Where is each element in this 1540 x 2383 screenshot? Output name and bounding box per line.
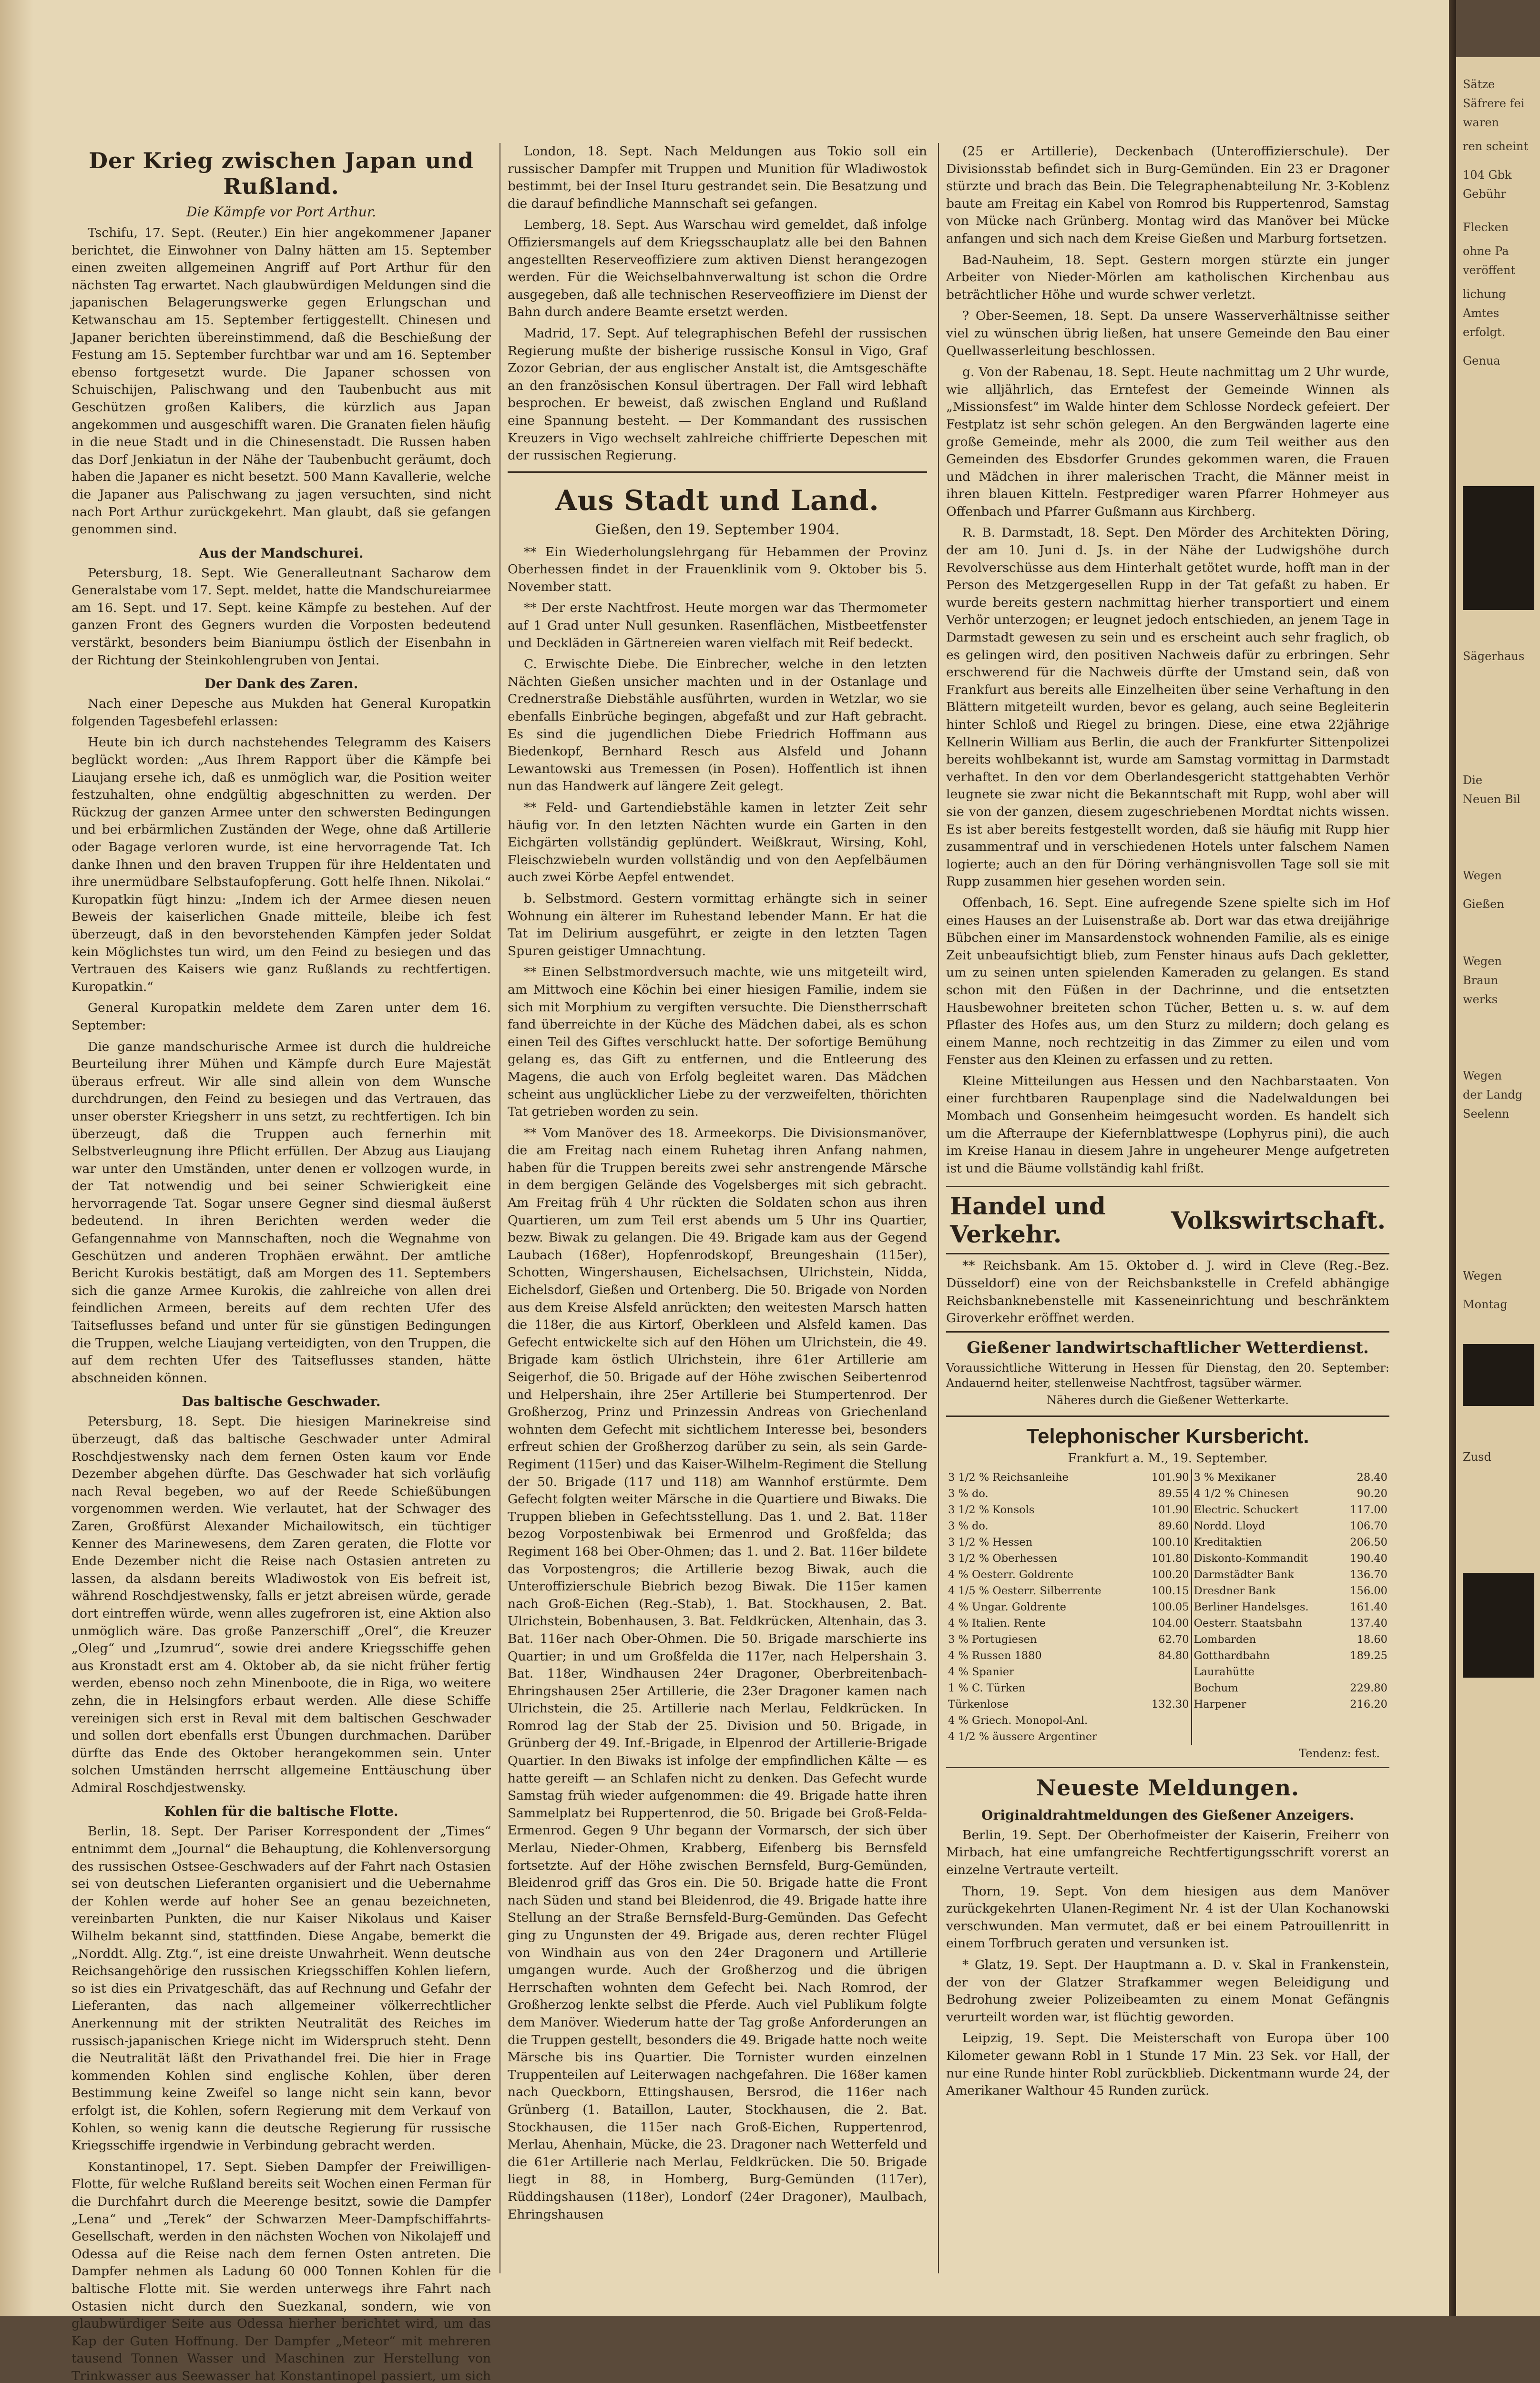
stock-name: 4 % Spanier — [948, 1665, 1014, 1678]
article-paragraph: R. B. Darmstadt, 18. Sept. Den Mörder des Architekten Döring, der am 10. Juni d. Js. in der Nähe der Ludwigshöhe durch Revolverschüsse aus dem Hinterhalt getötet wurde, hofft man in der Person des Metzgergesellen Rupp in der Tat gefaßt zu haben. Er wurde bereits gestern nachmittag hierher transportiert und einem Verhör unterzogen; er leugnet jedoch entschieden, an jenem Tage in Darmstadt gewesen zu sein und es erscheint auch sehr fraglich, ob es gelingen wird, den positiven Nachweis dafür zu erbringen. Sehr erschwerend für die Nachweis dürfte der Umstand sein, daß von Frankfurt aus bereits alle Einzelheiten über seine Verhaftung in den Blättern mitgeteilt wurden, bevor es gelang, auch seine Begleiterin hinter Schloß und Riegel zu bringen. Diese, eine etwa 22jährige Kellnerin William aus Berlin, die auch der Frankfurter Sittenpolizei bereits wohlbekannt ist, wurde am Samstag vormittag in Darmstadt verhaftet. In den vor dem Oberlandesgericht stattgehabten Verhör leugnete sie zwar nicht die Bekanntschaft mit Rupp, wohl aber will sie von der ganzen, diesem zugeschriebenen Mordtat nichts wissen. Es ist aber bereits festgestellt worden, daß sie häufig mit Rupp hier zusammentraf und in verschiedenen Hotels unter falschem Namen logierte; auch an den für Döring verhängnisvollen Tage soll sie mit Rupp zusammen hier gesehen worden sein. — [946, 525, 1389, 889]
adjacent-page-text: Genua — [1463, 354, 1500, 367]
article-paragraph: Petersburg, 18. Sept. Wie Generalleutnant Sacharow dem Generalstabe vom 17. Sept. meldet, hatte die Mandschureiarmee am 16. Sept. und 17. Sept. keine Kämpfe zu bestehen. Auf der ganzen Front des Gegners wurden die Vorposten bedeutend verstärkt, besonders beim Bianiumpu östlich der Eisenbahn in der Richtung der Steinkohlengruben von Jentai. — [71, 565, 491, 668]
stock-name: 3 1/2 % Reichsanleihe — [948, 1471, 1069, 1484]
stock-name: 3 1/2 % Konsols — [948, 1503, 1035, 1516]
stock-price — [1140, 1680, 1191, 1696]
adjacent-page-text: Wegen — [1463, 869, 1502, 882]
stock-price — [1338, 1664, 1389, 1680]
stock-name: Berliner Handelsges. — [1193, 1600, 1309, 1613]
adjacent-page-text: Braun — [1463, 974, 1499, 987]
stock-price — [1338, 1712, 1389, 1729]
latest-news-headline: Neueste Meldungen. — [1036, 1774, 1300, 1801]
stock-price: 89.60 — [1140, 1518, 1191, 1534]
article-paragraph: * Glatz, 19. Sept. Der Hauptmann a. D. v. Skal in Frankenstein, der von der Glatzer Strafkammer wegen Beleidigung und Bedrohung zweier Polizeibeamten zu einem Monat Gefängnis verurteilt worden war, ist flüchtig geworden. — [946, 1957, 1389, 2025]
stock-price: 206.50 — [1350, 1536, 1387, 1548]
weather-box — [946, 1331, 1389, 1417]
stock-row — [946, 1550, 1389, 1567]
adjacent-page-ad-block — [1463, 1344, 1534, 1406]
stock-name: 4 1/5 % Oesterr. Silberrente — [948, 1584, 1101, 1597]
adjacent-page-text: erfolgt. — [1463, 326, 1506, 339]
article-paragraph: ** Ein Wiederholungslehrgang für Hebammen der Provinz Oberhessen findet in der Frauenklinik vom 9. Oktober bis 5. November statt. — [508, 544, 927, 594]
stock-price: 62.70 — [1140, 1631, 1191, 1648]
column-1 — [71, 143, 491, 2383]
adjacent-page-text: Amtes — [1463, 306, 1499, 320]
column-rule — [938, 143, 939, 2273]
adjacent-page-text: lichung — [1463, 287, 1506, 301]
stock-price: 100.20 — [1140, 1567, 1191, 1583]
stock-row — [946, 1599, 1389, 1615]
stock-name: Darmstädter Bank — [1193, 1568, 1294, 1581]
stock-price: 106.70 — [1350, 1519, 1387, 1532]
stock-name: Gotthardbahn — [1193, 1649, 1270, 1662]
stock-price: 101.90 — [1140, 1469, 1191, 1486]
stock-name: Türkenlose — [948, 1698, 1009, 1711]
stock-price: 100.10 — [1140, 1534, 1191, 1550]
adjacent-page-ad-block — [1463, 486, 1534, 610]
adjacent-page-ad-block — [1463, 1573, 1534, 1678]
article-paragraph: Leipzig, 19. Sept. Die Meisterschaft von Europa über 100 Kilometer gewann Robl in 1 Stunde 17 Min. 23 Sek. vor Hall, der nur eine Runde hinter Robl zurückblieb. Dickentmann wurde 24, der Amerikaner Walthour 45 Runden zurück. — [946, 2031, 1389, 2098]
page-binding-shade — [0, 0, 33, 2316]
stock-price: 189.25 — [1350, 1649, 1387, 1662]
war-subhead: Die Kämpfe vor Port Arthur. — [186, 204, 376, 220]
stock-row — [946, 1502, 1389, 1518]
adjacent-page-text: Wegen — [1463, 955, 1502, 968]
adjacent-page-text: Seelenn — [1463, 1107, 1509, 1120]
stock-name: Dresdner Bank — [1193, 1584, 1276, 1597]
stock-price: 100.05 — [1140, 1599, 1191, 1615]
stock-name: Laurahütte — [1193, 1665, 1254, 1678]
war-headline: Der Krieg zwischen Japan und Rußland. — [89, 148, 474, 199]
stock-price: 100.15 — [1140, 1583, 1191, 1599]
stock-row — [946, 1696, 1389, 1712]
stock-row — [946, 1664, 1389, 1680]
stock-price: 137.40 — [1350, 1617, 1387, 1629]
adjacent-page-text: Wegen — [1463, 1269, 1502, 1283]
latest-news-subhead: Originaldrahtmeldungen des Gießener Anzeigers. — [981, 1807, 1354, 1823]
adjacent-page-text: Sägerhaus — [1463, 650, 1525, 663]
stock-name — [1192, 1729, 1338, 1745]
weather-note: Näheres durch die Gießener Wetterkarte. — [1046, 1393, 1289, 1407]
article-paragraph: Berlin, 18. Sept. Der Pariser Korrespondent der „Times“ entnimmt dem „Journal“ die Behauptung, die Kohlenversorgung des russischen Ostsee-Geschwaders auf der Fahrt nach Ostasien sei von deutschen Lieferanten organisiert und die Uebernahme der Kohlen werde auf hoher See an genau bezeichneten, vereinbarten Punkten, die nur Kaiser Nikolaus und Kaiser Wilhelm bekannt sind, stattfinden. Diese Angabe, bemerkt die „Norddt. Allg. Ztg.“, ist eine dreiste Unwahrheit. Wenn deutsche Reichsangehörige den russischen Kriegsschiffen Kohlen liefern, so ist dies ein Privatgeschäft, das auf Rechnung und Gefahr der Lieferanten, das nach allgemeiner völkerrechtlicher Anerkennung mit der strikten Neutralität des Reiches im russisch-japanischen Kriege nicht im Widerspruch steht. Denn die Neutralität läßt den Privathandel frei. Die hier in Frage kommenden Kohlen sind englische Kohlen, über deren Bestimmung keine Zweifel so lange nicht sein kann, bevor erfolgt ist, die Kohlen, sofern Regierung mit dem Verkauf von Kohlen, so wenig kann die deutsche Regierung für russische Kriegsschiffe irgendwie in Verbindung gebracht werden. — [71, 1824, 491, 2153]
adjacent-page-text: Säfrere fei — [1463, 97, 1525, 110]
article-paragraph: Offenbach, 16. Sept. Eine aufregende Szene spielte sich im Hof eines Hauses an der Luisenstraße ab. Dort war das etwa dreijährige Bübchen einer im Mansardenstock wohnenden Familie, als es einige Zeit unbeaufsichtigt blieb, zum Fenster hinaus aufs Dach gekletter, um zu seinen unten spielenden Kameraden zu gelangen. Es stand schon mit den Füßen in der Dachrinne, und die entsetzten Hausbewohner breiteten schon Tücher, Betten u. s. w. auf dem Pflaster des Hofes aus, um den Sturz zu mildern; doch gelang es einem Manne, noch rechtzeitig in das Zimmer zu eilen und vom Fenster aus den Kleinen zu erfassen und zu retten. — [946, 895, 1389, 1068]
stock-price: 18.60 — [1356, 1633, 1387, 1646]
column-3 — [946, 143, 1389, 2278]
stock-name: 4 % Russen 1880 — [948, 1649, 1042, 1662]
stock-price: 84.80 — [1140, 1648, 1191, 1664]
dateline: Gießen, den 19. September 1904. — [595, 521, 840, 538]
adjacent-page-text: Sätze — [1463, 78, 1495, 91]
article-paragraph: London, 18. Sept. Nach Meldungen aus Tokio soll ein russischer Dampfer mit Truppen und Munition für Wladiwostok bestimmt, bei der Insel Ituru gestrandet sein. Die Besatzung und die darauf befindliche Mannschaft sei gefangen. — [508, 144, 927, 211]
adjacent-page-text: Die — [1463, 774, 1483, 787]
stock-name: 3 % do. — [948, 1487, 989, 1500]
stock-name: 3 1/2 % Oberhessen — [948, 1552, 1057, 1565]
article-paragraph: Thorn, 19. Sept. Von dem hiesigen aus dem Manöver zurückgekehrten Ulanen-Regiment Nr. 4 ist der Ulan Kochanowski verschwunden. Man vermutet, daß er bei einem Patrouillenritt in einem Torfbruch geraten und versunken ist. — [946, 1884, 1389, 1951]
weather-text: Voraussichtliche Witterung in Hessen für Dienstag, den 20. September: Andauernd heiter, stellenweise Nachtfrost, tagsüber wärmer. — [946, 1361, 1389, 1390]
adjacent-page-text: ren scheint — [1463, 140, 1528, 153]
article-paragraph: Kleine Mitteilungen aus Hessen und den Nachbarstaaten. Von einer furchtbaren Raupenplage sind die Nadelwaldungen bei Mombach und Gonsenheim heimgesucht worden. Es handelt sich um die Afterraupe der Kiefernblattwespe (Lophyrus pini), die auch im Kreise Hanau in diesem Jahre in ungeheurer Menge aufgetreten ist und die Bäume vollständig kahl frißt. — [946, 1073, 1389, 1176]
stock-price: 136.70 — [1350, 1568, 1387, 1581]
stock-price: 190.40 — [1350, 1552, 1387, 1565]
stock-price: 156.00 — [1350, 1584, 1387, 1597]
section-divider — [508, 471, 927, 473]
stock-row — [946, 1583, 1389, 1599]
article-paragraph: ? Ober-Seemen, 18. Sept. Da unsere Wasserverhältnisse seither viel zu wünschen übrig ließen, hat unsere Gemeinde den Bau einer Quellwasserleitung beschlossen. — [946, 308, 1389, 358]
article-paragraph: Bad-Nauheim, 18. Sept. Gestern morgen stürzte ein junger Arbeiter von Nieder-Mörlen am katholischen Kirchenbau aus beträchtlicher Höhe und wurde schwer verletzt. — [946, 252, 1389, 302]
stock-price: 216.20 — [1350, 1698, 1387, 1711]
stock-name: 4 % Griech. Monopol-Anl. — [948, 1714, 1088, 1727]
article-paragraph: Konstantinopel, 17. Sept. Sieben Dampfer der Freiwilligen-Flotte, für welche Rußland bereits seit Wochen einen Ferman für die Durchfahrt durch die Meerenge besitzt, sowie die Dampfer „Lena“ und „Terek“ der Schwarzen Meer-Dampfschiffahrts-Gesellschaft, werden in den nächsten Wochen von Nikolajeff und Odessa auf die Reise nach dem fernen Osten antreten. Die Dampfer nehmen als Ladung 60 000 Tonnen Kohlen für die baltische Flotte mit. Sie werden unterwegs ihre Fahrt nach Ostasien nicht durch den Suezkanal, sondern, wie von glaubwürdiger Seite aus Odessa hierher berichtet wird, um das Kap der Guten Hoffnung. Der Dampfer „Meteor“ mit mehreren tausend Tonnen Wasser und Maschinen zur Herstellung von Trinkwasser aus Seewasser hat Konstantinopel passiert, um sich — [71, 2159, 491, 2383]
stock-row — [946, 1534, 1389, 1550]
adjacent-page-text: werks — [1463, 993, 1498, 1006]
article-paragraph: Lemberg, 18. Sept. Aus Warschau wird gemeldet, daß infolge Offiziersmangels auf dem Kriegsschauplatz alle bei den Bahnen angestellten Reserveoffiziere zum aktiven Dienst herangezogen werden. Für die Weichselbahnverwaltung ist schon die Ordre ausgegeben, daß alle technischen Reserveoffiziere im Dienst der Bahn durch andere Beamte ersetzt werden. — [508, 217, 927, 320]
article-paragraph: ** Feld- und Gartendiebstähle kamen in letzter Zeit sehr häufig vor. In den letzten Nächten wurde ein Garten in den Eichgärten vollständig geplündert. Weißkraut, Wirsing, Kohl, Fleischzwiebeln wurden vollständig und von den Aepfelbäumen auch zwei Körbe Aepfel entwendet. — [508, 800, 927, 885]
stock-row — [946, 1648, 1389, 1664]
stock-name: 4 % Oesterr. Goldrente — [948, 1568, 1074, 1581]
article-paragraph: C. Erwischte Diebe. Die Einbrecher, welche in den letzten Nächten Gießen unsicher machten und in der Ostanlage und Crednerstraße Diebstähle ausführten, wurden in Wetzlar, wo sie ebenfalls Einbrüche begingen, abgefaßt und zur Haft gebracht. Es sind die jugendlichen Diebe Friedrich Hoffmann aus Biedenkopf, Bernhard Resch aus Alsfeld und Johann Lewantowski aus Tremessen (in Posen). Hoffentlich ist ihnen nun das Handwerk auf längere Zeit gelegt. — [508, 657, 927, 794]
adjacent-page-text: Neuen Bil — [1463, 793, 1520, 806]
article-paragraph: ** Vom Manöver des 18. Armeekorps. Die Divisionsmanöver, die am Freitag nach einem Ruhetag ihren Anfang nahmen, haben für die Truppen bereits zwei sehr anstrengende Märsche in dem bergigen Gelände des Vogelsberges mit sich gebracht. Am Freitag früh 4 Uhr rückten die Soldaten schon aus ihren Quartieren, um zum Teil erst abends um 5 Uhr ins Quartier, bezw. Biwak zu gelangen. Die 49. Brigade kam aus der Gegend Laubach (168er), Hopfenrodskopf, Breungeshain (115er), Schotten, Wingershausen, Eichelsachsen, Ulrichstein, Nidda, Eichelsdorf, Gießen und Ortenberg. Die 50. Brigade von Norden aus dem Kreise Alsfeld anrückten; den weitesten Marsch hatten die 118er, die aus Kirtorf, Oberkleen und Alsfeld kamen. Das Gefecht entwickelte sich auf den Höhen um Ulrichstein, die 49. Brigade kam östlich Ulrichstein, ihre 61er Artillerie am Seigerhof, die 50. Brigade auf der Höhe zwischen Seibertenrod und Helpershain, ihre 25er Artillerie bei Stumpertenrod. Der Großherzog, Prinz und Prinzessin Andreas von Griechenland wohnten dem Gefecht mit sichtlichem Interesse bei, besonders erfreut schien der Großherzog darüber zu sein, als sein Garde-Regiment (115er) und das Kaiser-Wilhelm-Regiment die Stellung der 50. Brigade (117 und 118) am Wannhof erstürmte. Dem Gefecht folgten weiter Märsche in die Quartiere und Biwaks. Die Truppen blieben in Gefechtsstellung. Das 1. und 2. Bat. 118er bezog Vorpostenbiwak bei Ermenrod und Großfelda; das Regiment 168 bei Ober-Ohmen; das 1. und 2. Bat. 116er bildete das Vorpostengros; die Artillerie bezog Biwak, auch die Unteroffizierschule Biebrich bezog Biwak. Die 115er kamen nach Groß-Eichen (Reg.-Stab), 1. Bat. Stockhausen, 2. Bat. Ulrichstein, Bobenhausen, 3. Bat. Feldkrücken, Altenhain, das 3. Bat. 116er nach Ober-Ohmen. Die 50. Brigade marschierte ins Quartier; in und um Großfelda die 117er, nach Helpershain 3. Bat. 118er, Windhausen 24er Dragoner, Oberbreitenbach-Ehringshausen 25er Artillerie, die 23er Dragoner kamen nach Ulrichstein, die 25. Artillerie nach Merlau, Feldkrücken. In Romrod lag der Stab der 25. Division und 50. Brigade, in Grünberg der 49. Inf.-Brigade, in Elpenrod der Artillerie-Brigade Quartier. In den Biwaks ist infolge der empfindlichen Kälte — es hatte gereift — an Schlafen nicht zu denken. Das Gefecht wurde Samstag früh wieder aufgenommen: die 49. Brigade hatte ihren Sammelplatz bei Ruppertenrod, die 50. Brigade bei Groß-Felda-Ermenrod. Gegen 9 Uhr begann der Vormarsch, der sich über Merlau, Nieder-Ohmen, Krabberg, Eifenberg bis Bernsfeld fortsetzte. Auf der Höhe zwischen Bernsfeld, Burg-Gemünden, Bleidenrod griff das Gros ein. Die 50. Brigade hatte die Front nach Süden und stand bei Bleidenrod, die 49. Brigade hatte ihre Stellung an der Straße Bernsfeld-Burg-Gemünden. Das Gefecht ging zu Ungunsten der 49. Brigade aus, deren rechter Flügel von Windhain aus von den 24er Dragonern und Artillerie umgangen wurde. Auch der Großherzog und die übrigen Herrschaften wohnten dem Gefecht bei. Nach Romrod, der Großherzog lenkte selbst die Pferde. Auch viel Publikum folgte dem Manöver. Wiederum hatte der Tag große Anforderungen an die Truppen gestellt, besonders die 49. Brigade hatte noch weite Märsche bis ins Quartier. Die Tornister wurden einzelnen Truppenteilen auf Leiterwagen nachgefahren. Die 168er kamen nach Queckborn, Ettingshausen, Bersrod, die 116er nach Grünberg (1. Bataillon, Lauter, Stockhausen, die 2. Bat. Stockhausen, die 115er nach Groß-Eichen, Ruppertenrod, Merlau, Ahenhain, Mücke, die 23. Dragoner nach Wetterfeld und die 61er Artillerie nach Merlau, Feldkrücken. Die 50. Brigade liegt in 88, in Homberg, Burg-Gemünden (117er), Rüddingshausen (118er), Londorf (24er Dragoner), Maulbach, Ehringshausen — [508, 1125, 927, 2222]
stock-row — [946, 1518, 1389, 1534]
article-paragraph: b. Selbstmord. Gestern vormittag erhängte sich in seiner Wohnung ein älterer im Ruhestand lebender Mann. Er hat die Tat im Delirium ausgeführt, er zeigte in den letzten Tagen Spuren geistiger Umnachtung. — [508, 891, 927, 958]
article-paragraph: Nach einer Depesche aus Mukden hat General Kuropatkin folgenden Tagesbefehl erlassen: — [71, 696, 491, 729]
stock-row — [946, 1680, 1389, 1696]
stock-name: Bochum — [1193, 1681, 1238, 1694]
stock-row — [946, 1712, 1389, 1729]
stock-price: 132.30 — [1140, 1696, 1191, 1712]
stock-name: 4 1/2 % äussere Argentiner — [948, 1730, 1097, 1743]
stock-price — [1140, 1729, 1191, 1745]
article-paragraph: General Kuropatkin meldete dem Zaren unter dem 16. September: — [71, 1000, 491, 1033]
article-paragraph: (25 er Artillerie), Deckenbach (Unteroffizierschule). Der Divisionsstab befindet sich in Burg-Gemünden. Ein 23 er Dragoner stürzte und brach das Bein. Die Telegraphenabteilung Nr. 3-Koblenz baute am Freitag ein Kabel von Romrod bis Ruppertenrod, Samstag von Mücke nach Grünberg. Montag wird das Manöver bei Mücke anfangen und sich nach dem Kreise Gießen und Marburg fortsetzen. — [946, 144, 1389, 246]
adjacent-page-text: Gebühr — [1463, 187, 1507, 201]
stock-name: Harpener — [1193, 1698, 1246, 1711]
page-gutter-shadow — [1449, 0, 1456, 2316]
stock-name: Electric. Schuckert — [1193, 1503, 1299, 1516]
stock-row — [946, 1469, 1389, 1486]
stock-name — [1192, 1712, 1338, 1729]
article-paragraph: ** Der erste Nachtfrost. Heute morgen war das Thermometer auf 1 Grad unter Null gesunken. Rasenflächen, Mistbeetfenster und Deckläden in Gärtnereien waren vielfach mit Reif bedeckt. — [508, 601, 927, 651]
weather-title: Gießener landwirtschaftlicher Wetterdienst. — [967, 1338, 1369, 1357]
adjacent-page-text: Zusd — [1463, 1450, 1491, 1464]
stock-name: 4 % Ungar. Goldrente — [948, 1600, 1066, 1613]
article-paragraph: Tschifu, 17. Sept. (Reuter.) Ein hier angekommener Japaner berichtet, die Einwohner von Dalny hätten am 15. September einen zweiten allgemeinen Angriff auf Port Arthur für den nächsten Tag erwartet. Nach glaubwürdigen Meldungen sind die japanischen Belagerungswerke gegen Erlungschan und Ketwanschau am 15. September fertiggestellt. Chinesen und Japaner berichten übereinstimmend, daß die Beschießung der Festung am 15. September furchtbar war und am 16. September ebenso fortgesetzt wurde. Die Japaner schossen von Schuischijen, Palischwang und den Taubenbucht aus mit Geschützen großen Kalibers, die kürzlich aus Japan angekommen und ausgeschifft waren. Die Granaten fielen häufig in die neue Stadt und in die Chinesenstadt. Die Russen haben das Dorf Jenkiatun in der Nähe der Taubenbucht geräumt, doch haben die Japaner es nicht besetzt. 500 Mann Kavallerie, welche die Japaner aus Palischwang zu jagen versuchten, sind nicht nach Port Arthur zurückgekehrt. Man glaubt, daß sie gefangen genommen sind. — [71, 225, 491, 537]
adjacent-page-text: Montag — [1463, 1298, 1508, 1311]
stock-price: 101.80 — [1140, 1550, 1191, 1567]
stock-name: 3 1/2 % Hessen — [948, 1536, 1033, 1548]
stock-name: Kreditaktien — [1193, 1536, 1262, 1548]
article-paragraph: ** Einen Selbstmordversuch machte, wie uns mitgeteilt wird, am Mittwoch eine Köchin bei einer hiesigen Familie, indem sie sich mit Morphium zu vergiften versuchte. Die Dienstherrschaft fand überreichte in der Küche des Mädchen dabei, als es schon einen Teil des Giftes verschluckt hatte. Der sofortige Bemühung gelang es, das Gift zu entfernen, und die Entleerung des Magens, die auch von Erfolg begleitet waren. Das Mädchen scheint aus unglücklicher Liebe zu der verzweifelten, thörichten Tat getrieben worden zu sein. — [508, 965, 927, 1120]
stock-price: 90.20 — [1356, 1487, 1387, 1500]
stock-price — [1140, 1664, 1191, 1680]
commerce-headline: Handel und Verkehr. — [950, 1192, 1106, 1249]
section-subhead: Aus der Mandschurei. — [199, 545, 364, 561]
stock-name: 3 % Mexikaner — [1193, 1471, 1276, 1484]
section-divider — [946, 1767, 1389, 1768]
article-paragraph: Petersburg, 18. Sept. Die hiesigen Marinekreise sind überzeugt, daß das baltische Geschwader unter Admiral Roschdjestwensky nach dem fernen Osten kaum vor Ende Dezember abgehen dürfte. Das Geschwader hat sich vorläufig nach Reval begeben, wo auf der Reede Schießübungen vorgenommen werden. Wie verlautet, hat der Schwager des Zaren, Großfürst Alexander Michailowitsch, ein tüchtiger Kenner des Marinewesens, dem Zaren geraten, die Flotte vor Ende Dezember nicht die Reise nach Ostasien antreten zu lassen, da alsdann bereits Wladiwostok von Eis befreit ist, während Roschdjestwensky, falls er jetzt abreisen würde, gerade dort eintreffen würde, wenn alles zugefroren ist, eine Aktion also unmöglich wäre. Das große Panzerschiff „Orel“, die Kreuzer „Oleg“ und „Izumrud“, sowie drei andere Kriegsschiffe gehen aus Kronstadt erst am 4. Oktober ab, da sie nicht früher fertig werden, ebenso noch zehn Minenboote, die in Riga, wo weitere zehn, die in Helsingfors erbaut werden. Alle diese Schiffe vereinigen sich erst in Reval mit dem baltischen Geschwader und sollen dort ebenfalls erst Übungen durchmachen. Darüber dürfte das Ende des Oktober herangekommen sein. Unter solchen Umständen herrscht allgemeine Enttäuschung über Admiral Roschdjestwensky. — [71, 1414, 491, 1795]
article-paragraph: Berlin, 19. Sept. Der Oberhofmeister der Kaiserin, Freiherr von Mirbach, hat eine umfangreiche Rechtfertigungsschrift vorerst an einzelne Vertraute verteilt. — [946, 1827, 1389, 1877]
article-paragraph: Heute bin ich durch nachstehendes Telegramm des Kaisers beglückt worden: „Aus Ihrem Rapport über die Kämpfe bei Liaujang ersehe ich, daß es unmöglich war, die Position weiter festzuhalten, ohne endgültig abgeschnitten zu werden. Der Rückzug der ganzen Armee unter den schwersten Bedingungen und bei erbärmlichen Zuständen der Wege, ohne daß Artillerie oder Bagage verloren wurde, ist eine hervorragende Tat. Ich danke Ihnen und den braven Truppen für ihre Heldentaten und ihre unermüdbare Selbstaufopferung. Gott helfe Ihnen. Nikolai.“ Kuropatkin fügt hinzu: „Indem ich der Armee diesen neuen Beweis der kaiserlichen Gnade mitteile, bleibe ich fest überzeugt, daß in den bevorstehenden Kämpfen jeder Soldat kein Möglichstes tun wird, um den Feind zu besiegen und das Vertrauen des Kaisers wie ganz Rußlands zu rechtfertigen. Kuropatkin.“ — [71, 735, 491, 994]
adjacent-page-text: Wegen — [1463, 1069, 1502, 1082]
stock-name: 3 % Portugiesen — [948, 1633, 1037, 1646]
economy-headline: Volkswirtschaft. — [1171, 1206, 1386, 1234]
stock-name: 4 1/2 % Chinesen — [1193, 1487, 1289, 1500]
article-paragraph: g. Von der Rabenau, 18. Sept. Heute nachmittag um 2 Uhr wurde, wie alljährlich, das Erntefest der Gemeinde Winnen als „Missionsfest“ im Walde hinter dem Schlosse Nordeck gefeiert. Der Festplatz ist sehr schön gelegen. An den Bergwänden lagerte eine große Gemeinde, mehr als 2000, die zum Teil weither aus den Gemeinden des Ebsdorfer Grundes gekommen waren, die Frauen und Mädchen in ihrer malerischen Tracht, die Männer meist in ihren blauen Kitteln. Festprediger waren Pfarrer Hohmeyer aus Offenbach und Pfarrer Gußmann aus Kirchberg. — [946, 365, 1389, 519]
local-news-headline: Aus Stadt und Land. — [555, 484, 879, 517]
stock-name: Nordd. Lloyd — [1193, 1519, 1265, 1532]
stock-price: 28.40 — [1356, 1471, 1387, 1484]
article-paragraph: Die ganze mandschurische Armee ist durch die huldreiche Beurteilung ihrer Mühen und Kämpfe durch Eure Majestät überaus erfreut. Wir alle sind allein von dem Wunsche durchdrungen, den Feind zu besiegen und das Vertrauen, das unser oberster Kriegsherr in uns setzt, zu rechtfertigen. Ich bin überzeugt, daß die Truppen auch fernerhin mit Selbstverleugnung ihre Pflicht erfüllen. Der Abzug aus Liaujang war unter den Umständen, unter denen er vollzogen wurde, in der Tat notwendig und bei seiner Schwierigkeit eine hervorragende Tat. Sogar unsere Gegner sind diesmal äußerst bedeutend. In ihren Berichten werden weder die Gefangennahme von Mannschaften, noch die Wegnahme von Geschützen und anderen Trophäen erwähnt. Der amtliche Bericht Kurokis bestätigt, daß am Morgen des 11. Septembers sich die ganze Armee Kurokis, die zahlreiche von allen drei feindlichen Armeen, bereits auf dem rechten Ufer des Taitseflusses befand und unter für sie günstigen Bedingungen die Truppen, welche Liaujang verteidigten, von den Truppen, die auf dem rechten Ufer des Taitseflusses standen, hätte abschneiden können. — [71, 1039, 491, 1385]
adjacent-page-edge — [1456, 57, 1540, 2316]
stock-price: 117.00 — [1350, 1503, 1387, 1516]
stock-report-title: Telephonischer Kursbericht. — [1026, 1424, 1309, 1448]
stock-name: Oesterr. Staatsbahn — [1193, 1617, 1303, 1629]
stock-price: 89.55 — [1140, 1486, 1191, 1502]
section-subhead: Das baltische Geschwader. — [182, 1394, 381, 1410]
adjacent-page-text: Gießen — [1463, 897, 1504, 911]
stock-tendency: Tendenz: fest. — [1299, 1746, 1380, 1760]
article-paragraph: ** Reichsbank. Am 15. Oktober d. J. wird in Cleve (Reg.-Bez. Düsseldorf) eine von der Reichsbankstelle in Crefeld abhängige Reichsbanknebenstelle mit Kasseneinrichtung und beschränktem Giroverkehr eröffnet werden. — [946, 1258, 1389, 1326]
adjacent-page-text: waren — [1463, 116, 1499, 129]
stock-row — [946, 1615, 1389, 1631]
adjacent-page-text: Flecken — [1463, 221, 1509, 234]
adjacent-page-text: der Landg — [1463, 1088, 1523, 1101]
commerce-header — [946, 1186, 1389, 1254]
stock-row — [946, 1729, 1389, 1745]
stock-name: 3 % do. — [948, 1519, 989, 1532]
section-subhead: Der Dank des Zaren. — [204, 676, 358, 692]
stock-price: 161.40 — [1350, 1600, 1387, 1613]
stock-name: Diskonto-Kommandit — [1193, 1552, 1308, 1565]
stock-name: Lombarden — [1193, 1633, 1256, 1646]
adjacent-page-text: 104 Gbk — [1463, 168, 1512, 182]
stock-report-subtitle: Frankfurt a. M., 19. September. — [1068, 1451, 1268, 1466]
stock-price: 101.90 — [1140, 1502, 1191, 1518]
stock-name: 4 % Italien. Rente — [948, 1617, 1046, 1629]
stock-row — [946, 1631, 1389, 1648]
adjacent-page-text: veröffent — [1463, 264, 1516, 277]
stock-table — [946, 1469, 1389, 1745]
stock-name: 1 % C. Türken — [948, 1681, 1026, 1694]
stock-price: 229.80 — [1350, 1681, 1387, 1694]
stock-price — [1140, 1712, 1191, 1729]
stock-price — [1338, 1729, 1389, 1745]
article-paragraph: Madrid, 17. Sept. Auf telegraphischen Befehl der russischen Regierung mußte der bisherige russische Konsul in Vigo, Graf Zozor Gebrian, der aus englischer Anstalt ist, die Amtsgeschäfte an den französischen Konsul übertragen. Der Fall wird lebhaft besprochen. Er beweist, daß zwischen England und Rußland eine Spannung besteht. — Der Kommandant des russischen Kreuzers in Vigo wechselt zahlreiche chiffrierte Depeschen mit der russischen Regierung. — [508, 326, 927, 463]
stock-row — [946, 1567, 1389, 1583]
adjacent-page-text: ohne Pa — [1463, 244, 1509, 258]
column-2 — [508, 143, 927, 2278]
stock-row — [946, 1486, 1389, 1502]
section-subhead: Kohlen für die baltische Flotte. — [164, 1803, 398, 1820]
stock-price: 104.00 — [1140, 1615, 1191, 1631]
